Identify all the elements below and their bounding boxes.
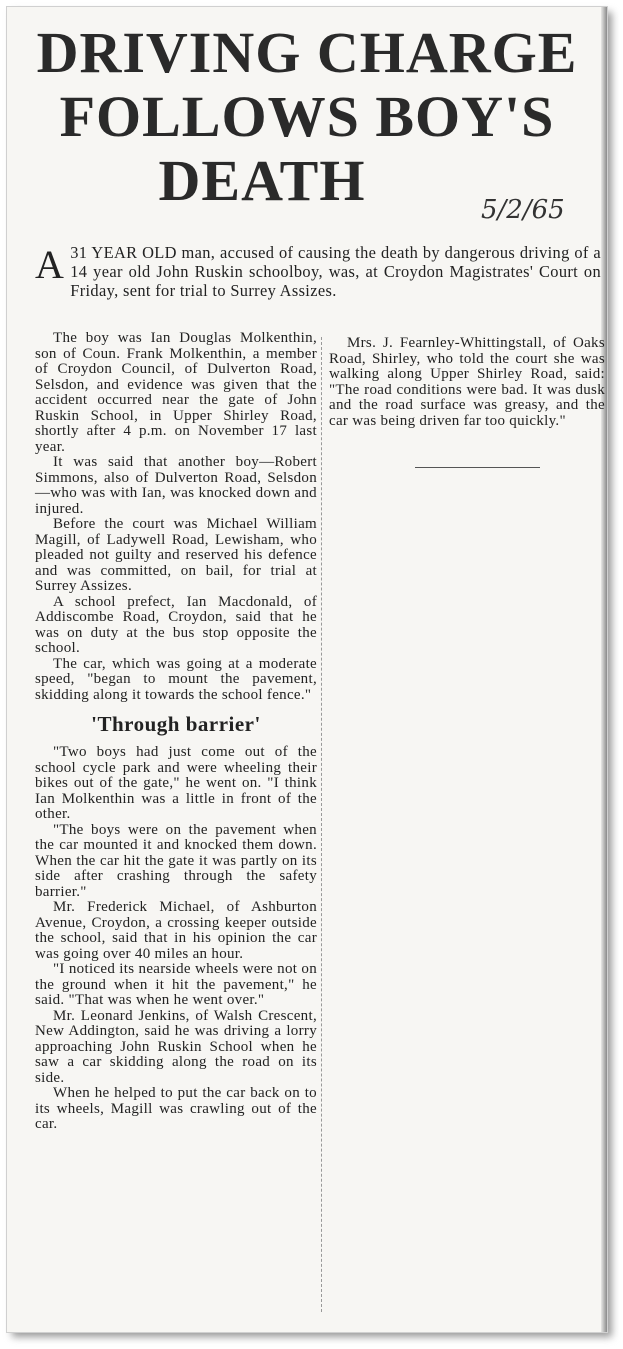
- paragraph: Mr. Leonard Jenkins, of Walsh Crescent, New Addington, said he was driving a lorry approaching John Ruskin School when he saw a car skidding along the road on its side.: [35, 1007, 317, 1086]
- column-divider: [321, 337, 322, 1312]
- headline-line-1: DRIVING CHARGE: [36, 20, 578, 85]
- handwritten-date: 5/2/65: [481, 195, 565, 225]
- paragraph: Mrs. J. Fearnley-Whittingstall, of Oaks Road, Shirley, who told the court she was walking along Upper Shirley Road, said: "The road conditions were bad. It was dusk and the road surface was greasy, and the car was being driven far too quickly.": [329, 335, 605, 429]
- paragraph: "The boys were on the pavement when the car mounted it and knocked them down. When the car hit the gate it was partly on its side after crashing through the safety barrier.": [35, 821, 317, 900]
- newspaper-clipping: [6, 6, 608, 1333]
- headline-line-3: DEATH: [158, 148, 366, 213]
- paragraph: "I noticed its nearside wheels were not on the ground when it hit the pavement," he said. "That was when he went over.": [35, 961, 317, 1008]
- paragraph: Before the court was Michael William Magill, of Ladywell Road, Lewisham, who pleaded not guilty and reserved his defence and was committed, on bail, for trial at Surrey Assizes.: [35, 516, 317, 594]
- paragraph: The boy was Ian Douglas Molkenthin, son of Coun. Frank Molkenthin, a member of Croydon Council, of Dulverton Road, Selsdon, and evidence was given that the accident occurred near the gate of John Ruskin School, in Upper Shirley Road, shortly after 4 p.m. on November 17 last year.: [35, 330, 317, 455]
- subheading: 'Through barrier': [91, 712, 261, 736]
- lead-paragraph: [35, 243, 601, 300]
- end-rule: [415, 467, 540, 468]
- headline-line-2: FOLLOWS BOY'S: [59, 84, 555, 149]
- right-column: [329, 336, 605, 429]
- paragraph: Mr. Frederick Michael, of Ashburton Avenue, Croydon, a crossing keeper outside the school, said that in his opinion the car was going over 40 miles an hour.: [35, 899, 317, 962]
- lead-text: 31 YEAR OLD man, accused of causing the death by dangerous driving of a 14 year old John Ruskin schoolboy, was, at Croydon Magistrates' Court on Friday, sent for trial to Surrey Assizes.: [70, 243, 601, 300]
- paragraph: When he helped to put the car back on to its wheels, Magill was crawling out of the car.: [35, 1085, 317, 1132]
- paragraph: A school prefect, Ian Macdonald, of Addiscombe Road, Croydon, said that he was on duty at the bus stop opposite the school.: [35, 593, 317, 656]
- drop-cap: A: [35, 242, 65, 287]
- paragraph: It was said that another boy—Robert Simmons, also of Dulverton Road, Selsdon—who was with Ian, was knocked down and injured.: [35, 454, 317, 517]
- left-column: [35, 331, 317, 1133]
- paragraph: "Two boys had just come out of the school cycle park and were wheeling their bikes out of the gate," he went on. "I think Ian Molkenthin was a little in front of the other.: [35, 744, 317, 822]
- headline: [7, 21, 607, 213]
- paragraph: The car, which was going at a moderate speed, "began to mount the pavement, skidding along it towards the school fence.": [35, 655, 317, 703]
